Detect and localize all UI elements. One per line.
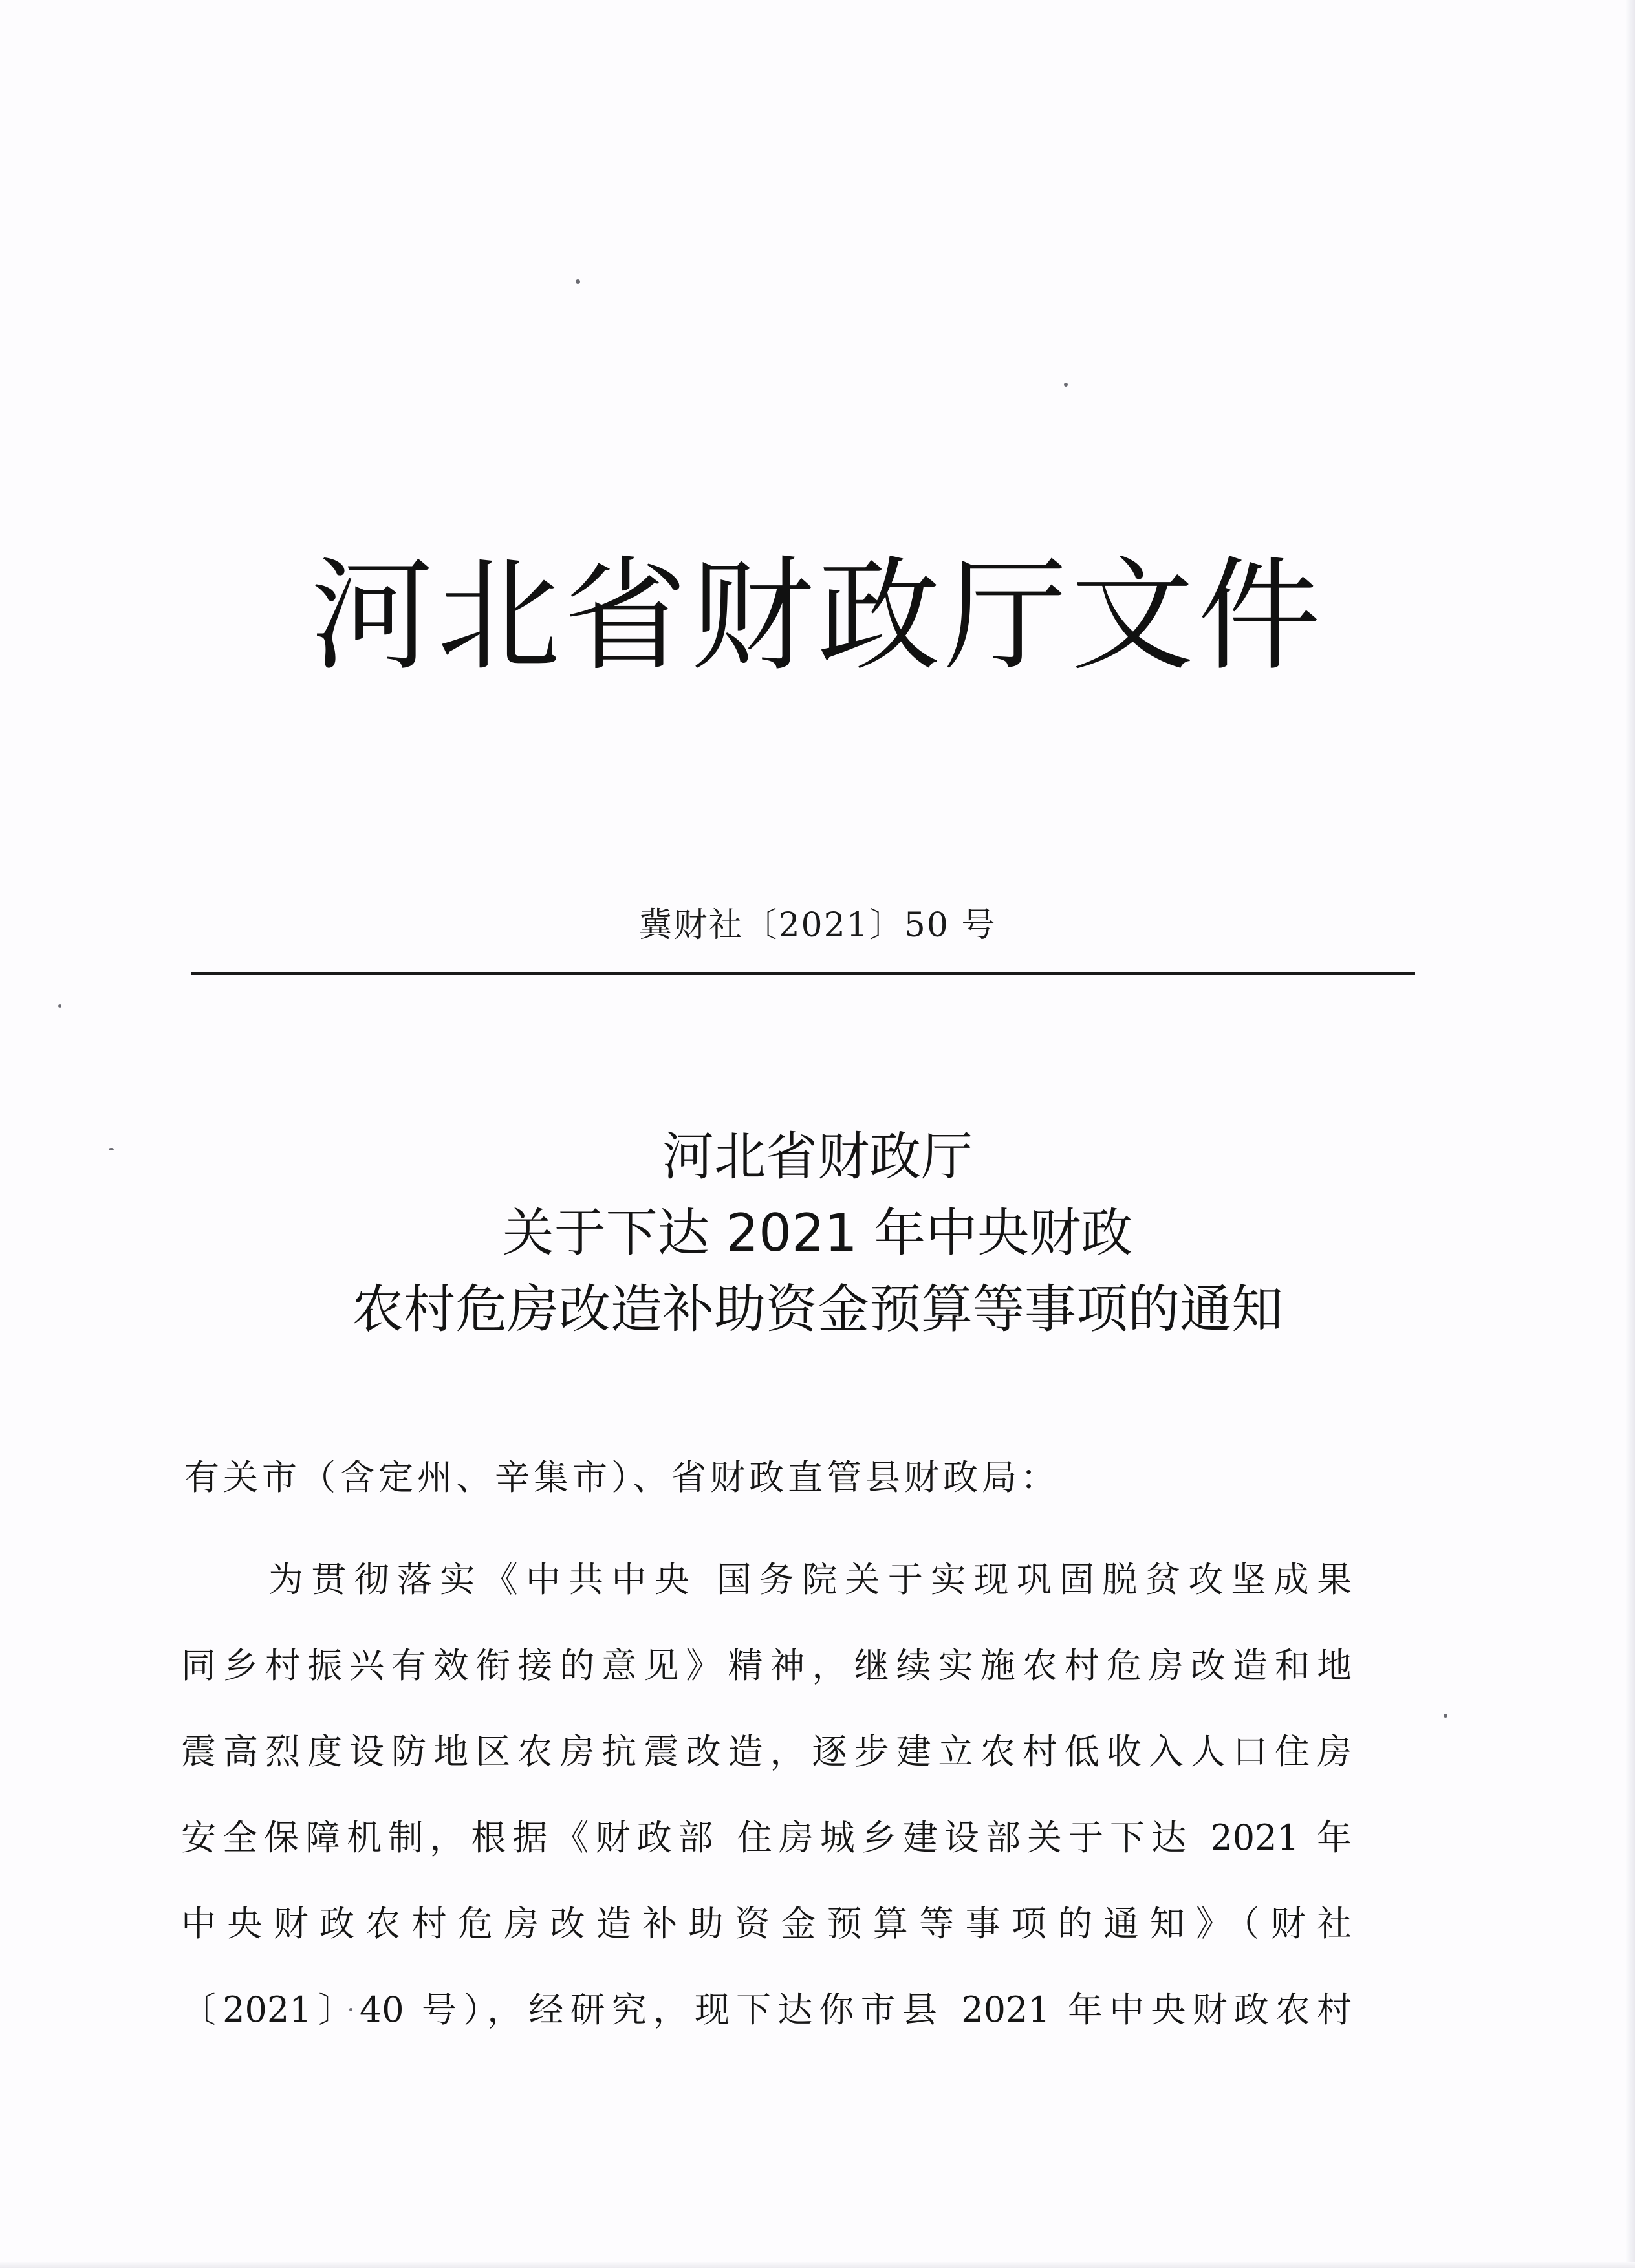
notice-title-line: 农村危房改造补助资金预算等事项的通知 xyxy=(352,1279,1283,1339)
body-line: 震高烈度设防地区农房抗震改造，逐步建立农村低收入人口住房 xyxy=(181,1731,1352,1772)
body-line: 〔2021〕40 号），经研究，现下达你市县 2021 年中央财政农村 xyxy=(181,1989,1352,2030)
scan-speck xyxy=(576,279,580,284)
body-paragraph xyxy=(181,1537,1352,2053)
issuer-header-title: 河北省财政厅文件 xyxy=(310,545,1325,687)
notice-title-line: 河北省财政厅 xyxy=(662,1127,973,1187)
body-line: 同乡村振兴有效衔接的意见》精神，继续实施农村危房改造和地 xyxy=(181,1645,1352,1686)
notice-title-line: 关于下达 2021 年中央财政 xyxy=(502,1203,1133,1263)
body-line: 安全保障机制，根据《财政部 住房城乡建设部关于下达 2021 年 xyxy=(181,1817,1352,1858)
body-line: 为贯彻落实《中共中央 国务院关于实现巩固脱贫攻坚成果 xyxy=(268,1559,1352,1600)
recipient-line: 有关市（含定州、辛集市）、省财政直管县财政局： xyxy=(184,1457,1059,1498)
document-number: 冀财社〔2021〕50 号 xyxy=(638,906,997,945)
scan-speck xyxy=(1064,383,1068,387)
notice-title xyxy=(0,1119,1635,1348)
header-divider-line xyxy=(191,972,1415,975)
scan-speck xyxy=(1444,1714,1447,1718)
scan-speck xyxy=(58,1004,61,1008)
body-line: 中央财政农村危房改造补助资金预算等事项的通知》（财社 xyxy=(181,1903,1352,1944)
page-edge-shadow-bottom xyxy=(0,2262,1635,2268)
